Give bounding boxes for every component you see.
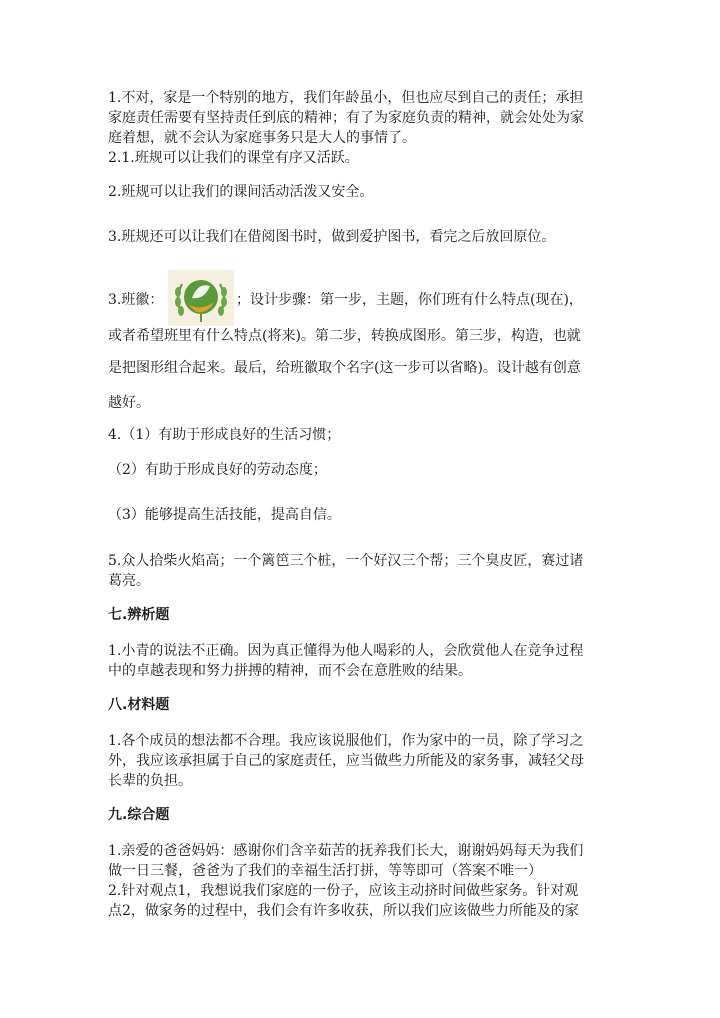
answer-line: 葛亮。 [108,573,150,589]
class-badge-image [168,270,234,326]
answer-line: 1.不对，家是一个特别的地方，我们年龄虽小，但也应尽到自己的责任；承担 [108,90,584,106]
answer-line: 庭着想，就不会认为家庭事务只是大人的事情了。 [108,130,416,146]
answer-line: 外，我应该承担属于自己的家庭责任，应当做些力所能及的家务事，减轻父母 [108,753,584,769]
answer-line: 1.小青的说法不正确。因为真正懂得为他人喝彩的人，会欣赏他人在竞争过程 [108,643,584,659]
answer-line: 做一日三餐，爸爸为了我们的幸福生活打拼，等等即可（答案不唯一） [108,863,542,879]
answer-line: 家庭责任需要有坚持责任到底的精神；有了为家庭负责的精神，就会处处为家 [108,110,584,126]
answer-line: 4.（1）有助于形成良好的生活习惯； [108,427,341,443]
answer-line: （2）有助于形成良好的劳动态度； [108,462,327,478]
answer-line: 2.针对观点1，我想说我们家庭的一份子，应该主动挤时间做些家务。针对观 [108,883,579,899]
answer-line: 3.班徽： [108,292,164,308]
section-heading-7: 七.辨析题 [108,607,170,623]
section-heading-9: 九.综合题 [108,807,170,823]
answer-line: 5.众人拾柴火焰高；一个篱笆三个桩，一个好汉三个帮；三个臭皮匠，赛过诸 [108,553,584,569]
answer-line: 中的卓越表现和努力拼搏的精神，而不会在意胜败的结果。 [108,663,472,679]
answer-line: 或者希望班里有什么特点(将来)。第二步，转换成图形。第三步，构造，也就 [108,328,581,344]
answer-line: 点2，做家务的过程中，我们会有许多收获，所以我们应该做些力所能及的家 [108,903,579,919]
answer-line: 2.班规可以让我们的课间活动活泼又安全。 [108,184,374,200]
answer-line: 1.亲爱的爸爸妈妈：感谢你们含辛茹苦的抚养我们长大，谢谢妈妈每天为我们 [108,843,584,859]
answer-line: 3.班规还可以让我们在借阅图书时，做到爱护图书，看完之后放回原位。 [108,229,556,245]
answer-line: ；设计步骤：第一步，主题，你们班有什么特点(现在)， [236,292,583,308]
answer-line: 1.各个成员的想法都不合理。我应该说服他们，作为家中的一员，除了学习之 [108,733,584,749]
answer-line: 是把图形组合起来。最后，给班徽取个名字(这一步可以省略)。设计越有创意 [108,360,581,376]
answer-line: 越好。 [108,395,150,411]
class-badge-icon [168,270,234,326]
answer-line: （3）能够提高生活技能，提高自信。 [108,507,341,523]
answer-line: 2.1.班规可以让我们的课堂有序又活跃。 [108,150,359,166]
section-heading-8: 八.材料题 [108,697,170,713]
answer-line: 长辈的负担。 [108,773,192,789]
